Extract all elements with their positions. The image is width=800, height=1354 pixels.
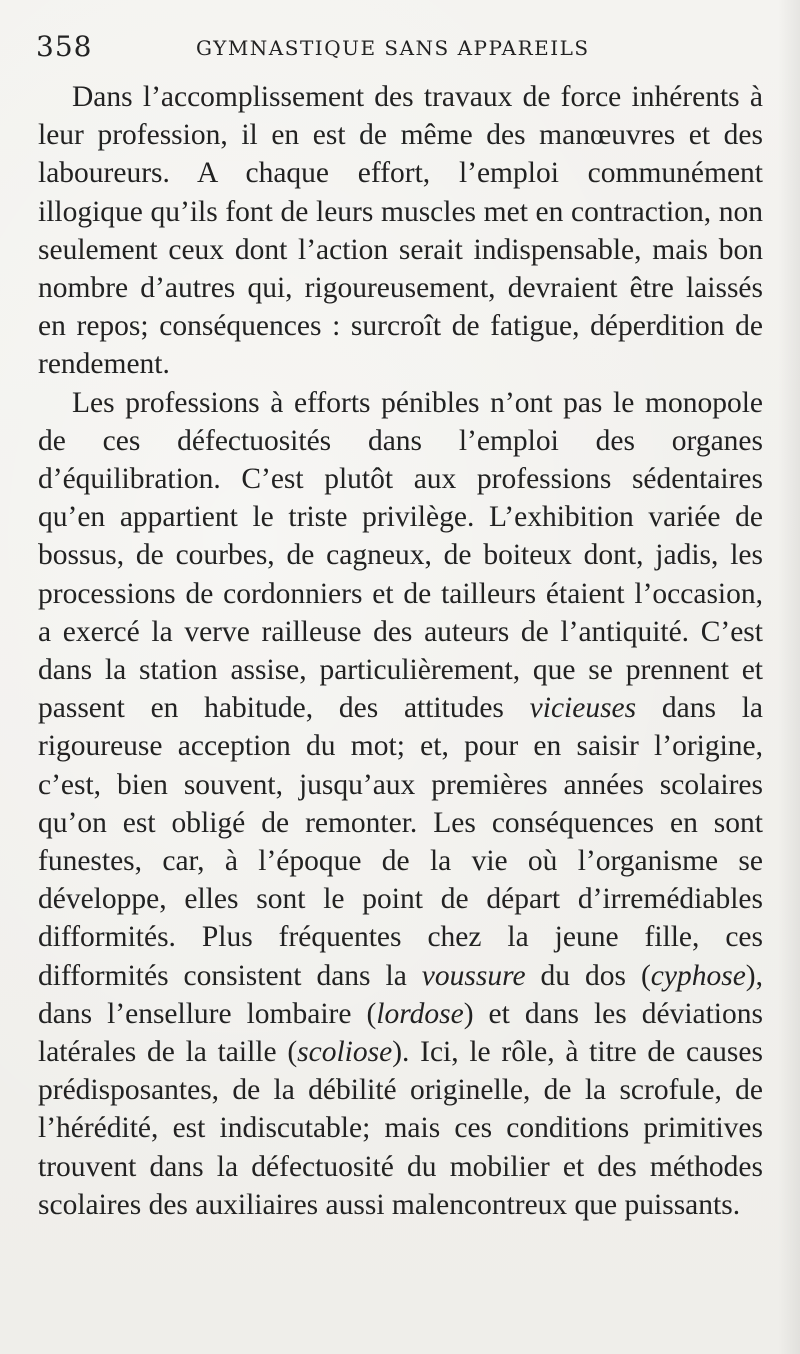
paragraph-2 <box>38 384 763 1224</box>
italic-term-vicieuses: vicieuses <box>529 692 637 725</box>
text-segment: dans la rigoureuse acception du mot; et, pour en saisir l’origine, c’est, bien souvent, jusqu’aux premières années scolaires qu’on est obligé de remonter. Les conséquences en sont funestes, car, à l’époque de la vie où l’organisme se développe, elles sont le point de départ d’irremédiables difformités. Plus fréquentes chez la jeune fille, ces difformités consistent dans la <box>38 692 763 992</box>
page-number: 358 <box>36 30 93 63</box>
page-header <box>36 30 766 70</box>
text-segment: ) et dans les déviations latérales de la taille ( <box>38 997 763 1069</box>
running-head: GYMNASTIQUE SANS APPAREILS <box>196 36 590 60</box>
text-segment: Dans l’accomplissement des travaux de force inhérents à leur profession, il en est de même des manœuvres et des laboureurs. A chaque effort, l’emploi communément illogique qu’ils font de leurs muscles met en contraction, non seulement ceux dont l’action serait indispensable, mais bon nombre d’autres qui, rigoureusement, devraient être laissés en repos; conséquences : surcroît de fatigue, déperdition de rendement. <box>38 81 763 381</box>
text-segment: du dos ( <box>525 959 651 992</box>
italic-term-lordose: lordose <box>376 997 464 1030</box>
page-edge-shadow <box>778 0 800 1354</box>
italic-term-scoliose: scoliose <box>297 1036 393 1069</box>
italic-term-cyphose: cyphose <box>650 959 746 992</box>
text-segment: Les professions à efforts pénibles n’ont pas le monopole de ces défectuosités dans l’emploi des organes d’équilibration. C’est plutôt aux professions sédentaires qu’en appartient le triste privilège. L’exhibition variée de bossus, de courbes, de cagneux, de boiteux dont, jadis, les processions de cordonniers et de tailleurs étaient l’occasion, a exercé la verve railleuse des auteurs de l’antiquité. C’est dans la station assise, particulièrement, que se prennent et passent en habitude, des attitudes <box>38 386 763 725</box>
paragraph-1 <box>38 78 763 384</box>
text-segment: ). Ici, le rôle, à titre de causes prédisposantes, de la débilité originelle, de la scrofule, de l’hérédité, est indiscutable; mais ces conditions primitives trouvent dans la défectuosité du mobilier et des méthodes scolaires des auxiliaires aussi malencontreux que puissants. <box>38 1036 763 1221</box>
body-text <box>38 78 763 1224</box>
italic-term-voussure: voussure <box>421 959 526 992</box>
text-segment: ), dans l’ensellure lombaire ( <box>38 959 763 1030</box>
